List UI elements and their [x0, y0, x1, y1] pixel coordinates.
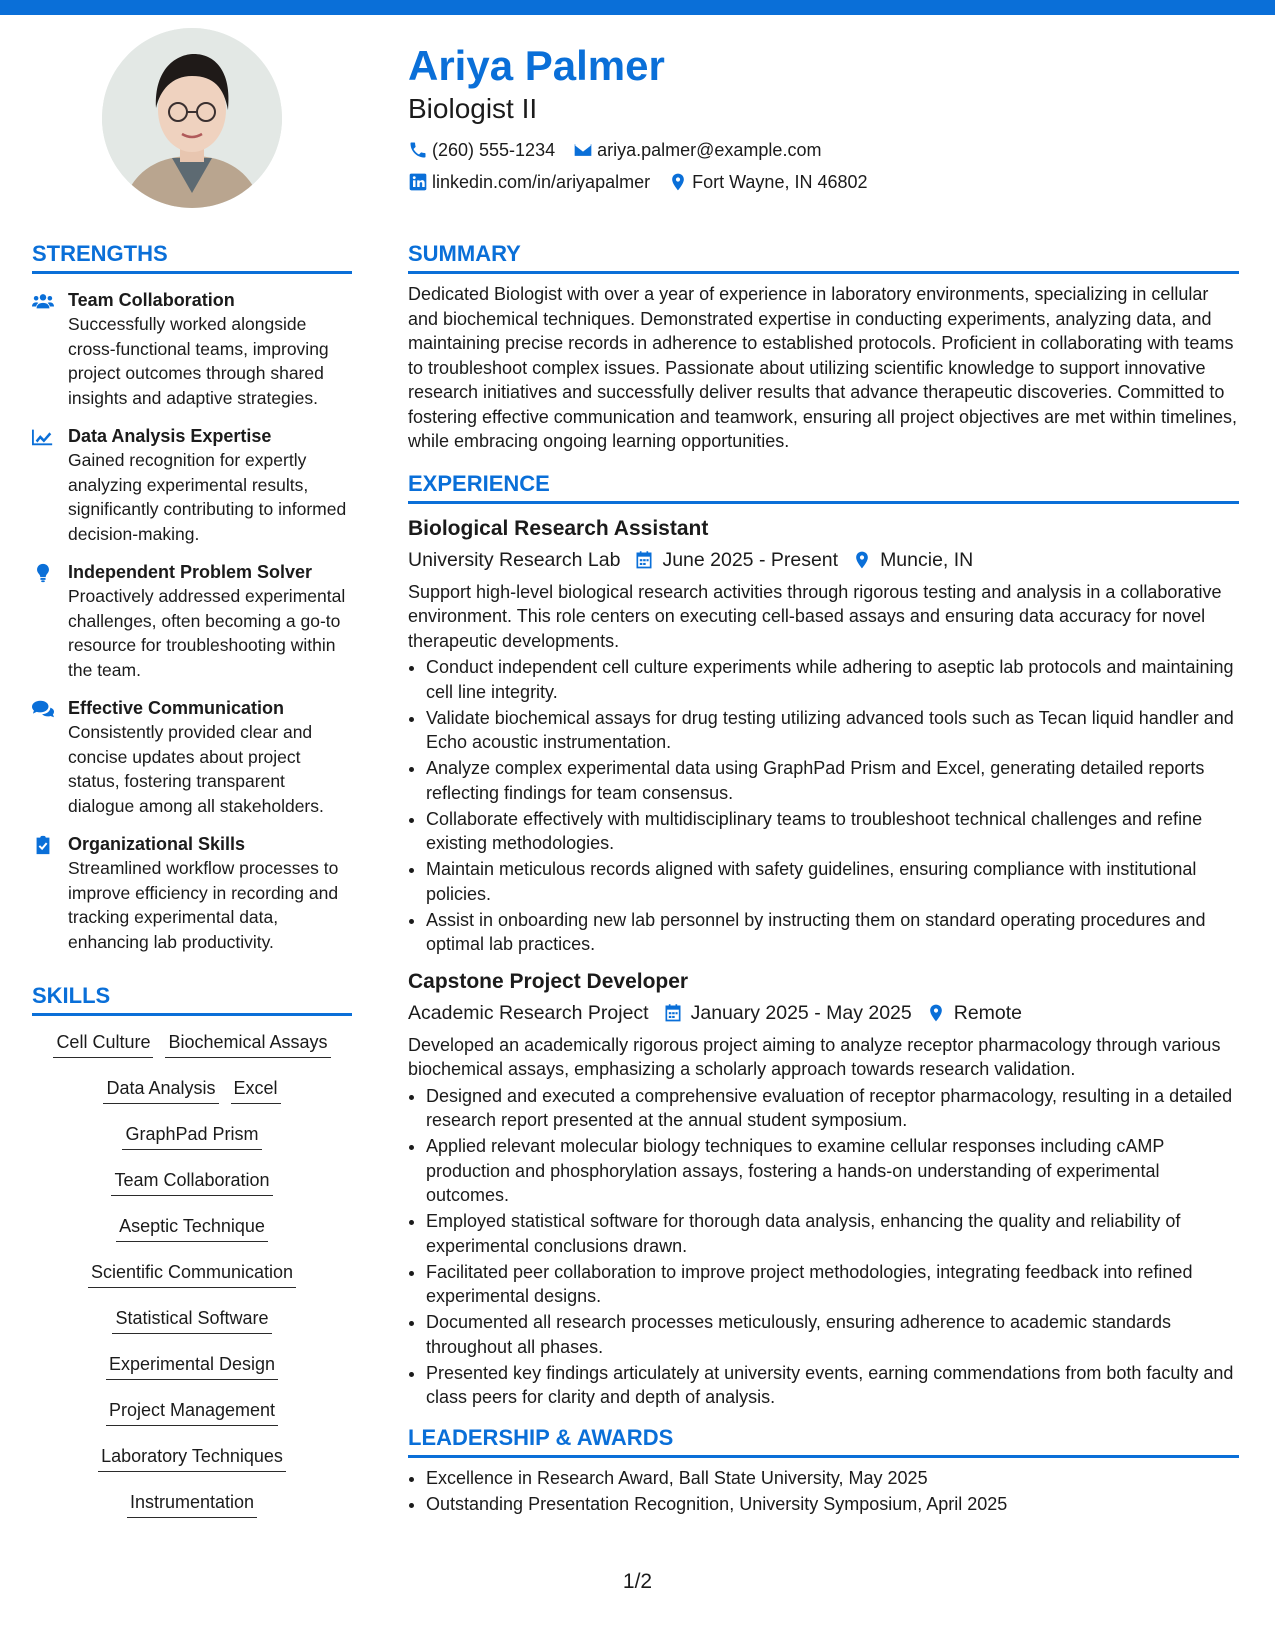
job-entry [408, 514, 1239, 957]
list-item: • Analyze complex experimental data using GraphPad Prism and Excel, generating detailed reports reflecting findings for team consensus. [426, 756, 1239, 805]
contact-row-1 [408, 134, 1228, 166]
job-meta [408, 544, 1239, 576]
skill-tag: Biochemical Assays [165, 1030, 330, 1058]
summary-heading: SUMMARY [408, 240, 1239, 274]
calendar-icon [663, 1003, 683, 1023]
strength-desc: Proactively addressed experimental challenges, often becoming a go-to resource for troubleshooting within the team. [68, 586, 346, 680]
location-text: Fort Wayne, IN 46802 [692, 172, 868, 192]
list-item: • Presented key findings articulately at university events, earning commendations from both faculty and class peers for clarity and depth of analysis. [426, 1361, 1239, 1410]
chart-line-icon [32, 427, 54, 447]
job-location: Muncie, IN [880, 548, 974, 571]
left-column [32, 240, 352, 1536]
linkedin-text: linkedin.com/in/ariyapalmer [432, 172, 651, 192]
list-item: • Facilitated peer collaboration to improve project methodologies, integrating feedback into refined experimental designs. [426, 1260, 1239, 1309]
lightbulb-icon [32, 563, 54, 583]
job-title: Capstone Project Developer [408, 969, 689, 993]
list-item: • Collaborate effectively with multidisciplinary teams to troubleshoot technical challenges and refine existing methodologies. [426, 807, 1239, 856]
skill-tag: Cell Culture [53, 1030, 153, 1058]
skill-tag: Laboratory Techniques [98, 1444, 286, 1472]
top-accent-bar [0, 0, 1275, 15]
job-title: Biological Research Assistant [408, 516, 709, 540]
skill-tag: Aseptic Technique [116, 1214, 268, 1242]
job-location: Remote [953, 1001, 1023, 1024]
job-dates: January 2025 - May 2025 [690, 1001, 912, 1024]
list-item: • Conduct independent cell culture experiments while adhering to aseptic lab protocols and maintaining cell line integrity. [426, 655, 1239, 704]
strength-item [32, 832, 352, 954]
job-org: Academic Research Project [408, 1001, 649, 1024]
job-org: University Research Lab [408, 548, 621, 571]
envelope-icon [573, 140, 593, 160]
strength-item [32, 696, 352, 818]
skills-list [32, 1030, 352, 1518]
strength-item [32, 424, 352, 546]
list-item: • Outstanding Presentation Recognition, University Symposium, April 2025 [426, 1492, 1239, 1517]
page-number: 1/2 [622, 1570, 653, 1593]
clipboard-check-icon [32, 835, 54, 855]
strength-title: Effective Communication [68, 698, 285, 718]
job-meta [408, 997, 1239, 1029]
list-item: • Excellence in Research Award, Ball State University, May 2025 [426, 1466, 1239, 1491]
resume-header [408, 40, 1228, 198]
skill-tag: Excel [231, 1076, 281, 1104]
list-item: • Assist in onboarding new lab personnel by instructing them on standard operating procedures and optimal lab practices. [426, 908, 1239, 957]
skill-tag: Experimental Design [106, 1352, 278, 1380]
candidate-name: Ariya Palmer [408, 42, 665, 89]
map-pin-icon [668, 172, 688, 192]
strength-title: Team Collaboration [68, 290, 235, 310]
job-description: Support high-level biological research activities through rigorous testing and analysis in a collaborative environment. This role centers on executing cell-based assays and ensuring data accuracy for novel therapeutic developments. [408, 581, 1222, 651]
phone-icon [408, 140, 428, 160]
list-item: • Designed and executed a comprehensive evaluation of receptor pharmacology, resulting in a detailed research report presented at the annual student symposium. [426, 1084, 1239, 1133]
list-item: • Applied relevant molecular biology techniques to examine cellular responses including cAMP production and phosphorylation assays, fostering a hands-on understanding of experimental outcomes. [426, 1134, 1239, 1208]
email-text: ariya.palmer@example.com [597, 140, 822, 160]
right-column [408, 240, 1239, 1518]
skills-heading: SKILLS [32, 982, 352, 1016]
job-entry [408, 967, 1239, 1410]
skill-tag: Team Collaboration [111, 1168, 272, 1196]
email-contact[interactable] [573, 134, 821, 166]
phone-text: (260) 555-1234 [432, 140, 556, 160]
calendar-icon [634, 550, 654, 570]
strength-title: Organizational Skills [68, 834, 246, 854]
strength-item [32, 288, 352, 410]
list-item: • Documented all research processes meticulously, ensuring adherence to academic standards throughout all phases. [426, 1310, 1239, 1359]
awards-heading: LEADERSHIP & AWARDS [408, 1424, 1239, 1458]
strength-title: Data Analysis Expertise [68, 426, 272, 446]
skill-tag: Instrumentation [127, 1490, 257, 1518]
strength-item [32, 560, 352, 682]
strength-desc: Gained recognition for expertly analyzing experimental results, significantly contributing to informed decision-making. [68, 450, 347, 544]
users-icon [32, 291, 54, 311]
skill-tag: Project Management [106, 1398, 278, 1426]
skill-tag: Data Analysis [103, 1076, 218, 1104]
job-bullets [408, 655, 1239, 957]
strength-desc: Consistently provided clear and concise updates about project status, fostering transparent dialogue among all stakeholders. [68, 722, 324, 816]
linkedin-contact[interactable] [408, 166, 650, 198]
location-contact [668, 166, 867, 198]
strength-desc: Streamlined workflow processes to improve efficiency in recording and tracking experimental data, enhancing lab productivity. [68, 858, 339, 952]
comments-icon [32, 699, 54, 719]
experience-heading: EXPERIENCE [408, 470, 1239, 504]
list-item: • Maintain meticulous records aligned with safety guidelines, ensuring compliance with institutional policies. [426, 857, 1239, 906]
awards-list [408, 1466, 1239, 1517]
skill-tag: Statistical Software [112, 1306, 271, 1334]
map-pin-icon [926, 1003, 946, 1023]
strength-title: Independent Problem Solver [68, 562, 313, 582]
job-bullets [408, 1084, 1239, 1410]
linkedin-icon [408, 172, 428, 192]
list-item: • Employed statistical software for thorough data analysis, enhancing the quality and reliability of experimental conclusions drawn. [426, 1209, 1239, 1258]
job-description: Developed an academically rigorous project aiming to analyze receptor pharmacology through various biochemical assays, emphasizing a scholarly approach towards research validation. [408, 1034, 1221, 1079]
summary-text: Dedicated Biologist with over a year of experience in laboratory environments, specializing in cellular and biochemical techniques. Demonstrated expertise in conducting experiments, analyzing data, and maintaining precise records in adherence to established protocols. Proficient in collaborating with teams to troubleshoot complex issues. Passionate about utilizing scientific knowledge to support innovative research initiatives and successfully deliver results that advance therapeutic discoveries. Committed to fostering effective communication and teamwork, ensuring all project objectives are met within timelines, while embracing ongoing learning opportunities. [408, 284, 1238, 451]
candidate-title: Biologist II [408, 93, 538, 124]
contact-row-2 [408, 166, 1228, 198]
skill-tag: GraphPad Prism [122, 1122, 261, 1150]
phone-contact[interactable] [408, 134, 555, 166]
map-pin-icon [852, 550, 872, 570]
profile-photo [102, 28, 282, 208]
job-dates: June 2025 - Present [662, 548, 839, 571]
strength-desc: Successfully worked alongside cross-functional teams, improving project outcomes through shared insights and adaptive strategies. [68, 314, 329, 408]
list-item: • Validate biochemical assays for drug testing utilizing advanced tools such as Tecan liquid handler and Echo acoustic instrumentation. [426, 706, 1239, 755]
strengths-heading: STRENGTHS [32, 240, 352, 274]
skill-tag: Scientific Communication [88, 1260, 296, 1288]
